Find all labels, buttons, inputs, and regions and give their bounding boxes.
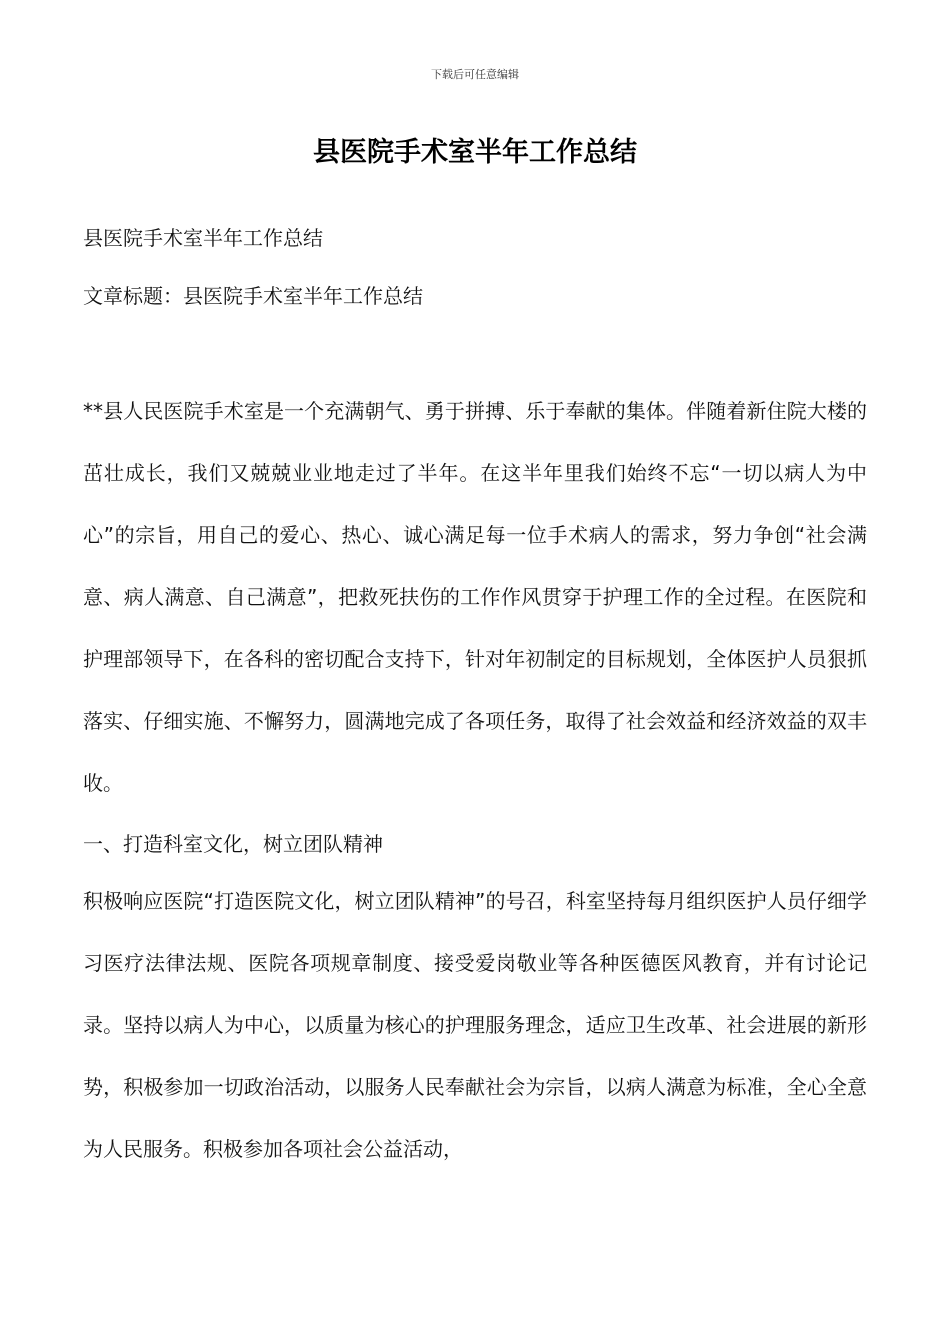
body-paragraph-section-1: 积极响应医院“打造医院文化，树立团队精神”的号召，科室坚持每月组织医护人员仔细学习医疗法律法规、医院各项规章制度、接受爱岗敬业等各种医德医风教育，并有讨论记录。坚持以病人为中心，以质量为核心的护理服务理念，适应卫生改革、社会进展的新形势，积极参加一切政治活动，以服务人民奉献社会为宗旨，以病人满意为标准，全心全意为人民服务。积极参加各项社会公益活动， (83, 889, 867, 1161)
header-note: 下载后可任意编辑 (431, 68, 519, 81)
article-title-line: 文章标题：县医院手术室半年工作总结 (83, 284, 423, 308)
section-heading-1: 一、打造科室文化，树立团队精神 (83, 832, 383, 856)
body-paragraph-intro: **县人民医院手术室是一个充满朝气、勇于拼搏、乐于奉献的集体。伴随着新住院大楼的茁壮成长，我们又兢兢业业地走过了半年。在这半年里我们始终不忘“一切以病人为中心”的宗旨，用自己的爱心、热心、诚心满足每一位手术病人的需求，努力争创“社会满意、病人满意、自己满意”，把救死扶伤的工作作风贯穿于护理工作的全过程。在医院和护理部领导下，在各科的密切配合支持下，针对年初制定的目标规划，全体医护人员狠抓落实、仔细实施、不懈努力，圆满地完成了各项任务，取得了社会效益和经济效益的双丰收。 (83, 399, 867, 795)
document-subtitle: 县医院手术室半年工作总结 (83, 226, 323, 250)
document-title: 县医院手术室半年工作总结 (313, 137, 637, 168)
